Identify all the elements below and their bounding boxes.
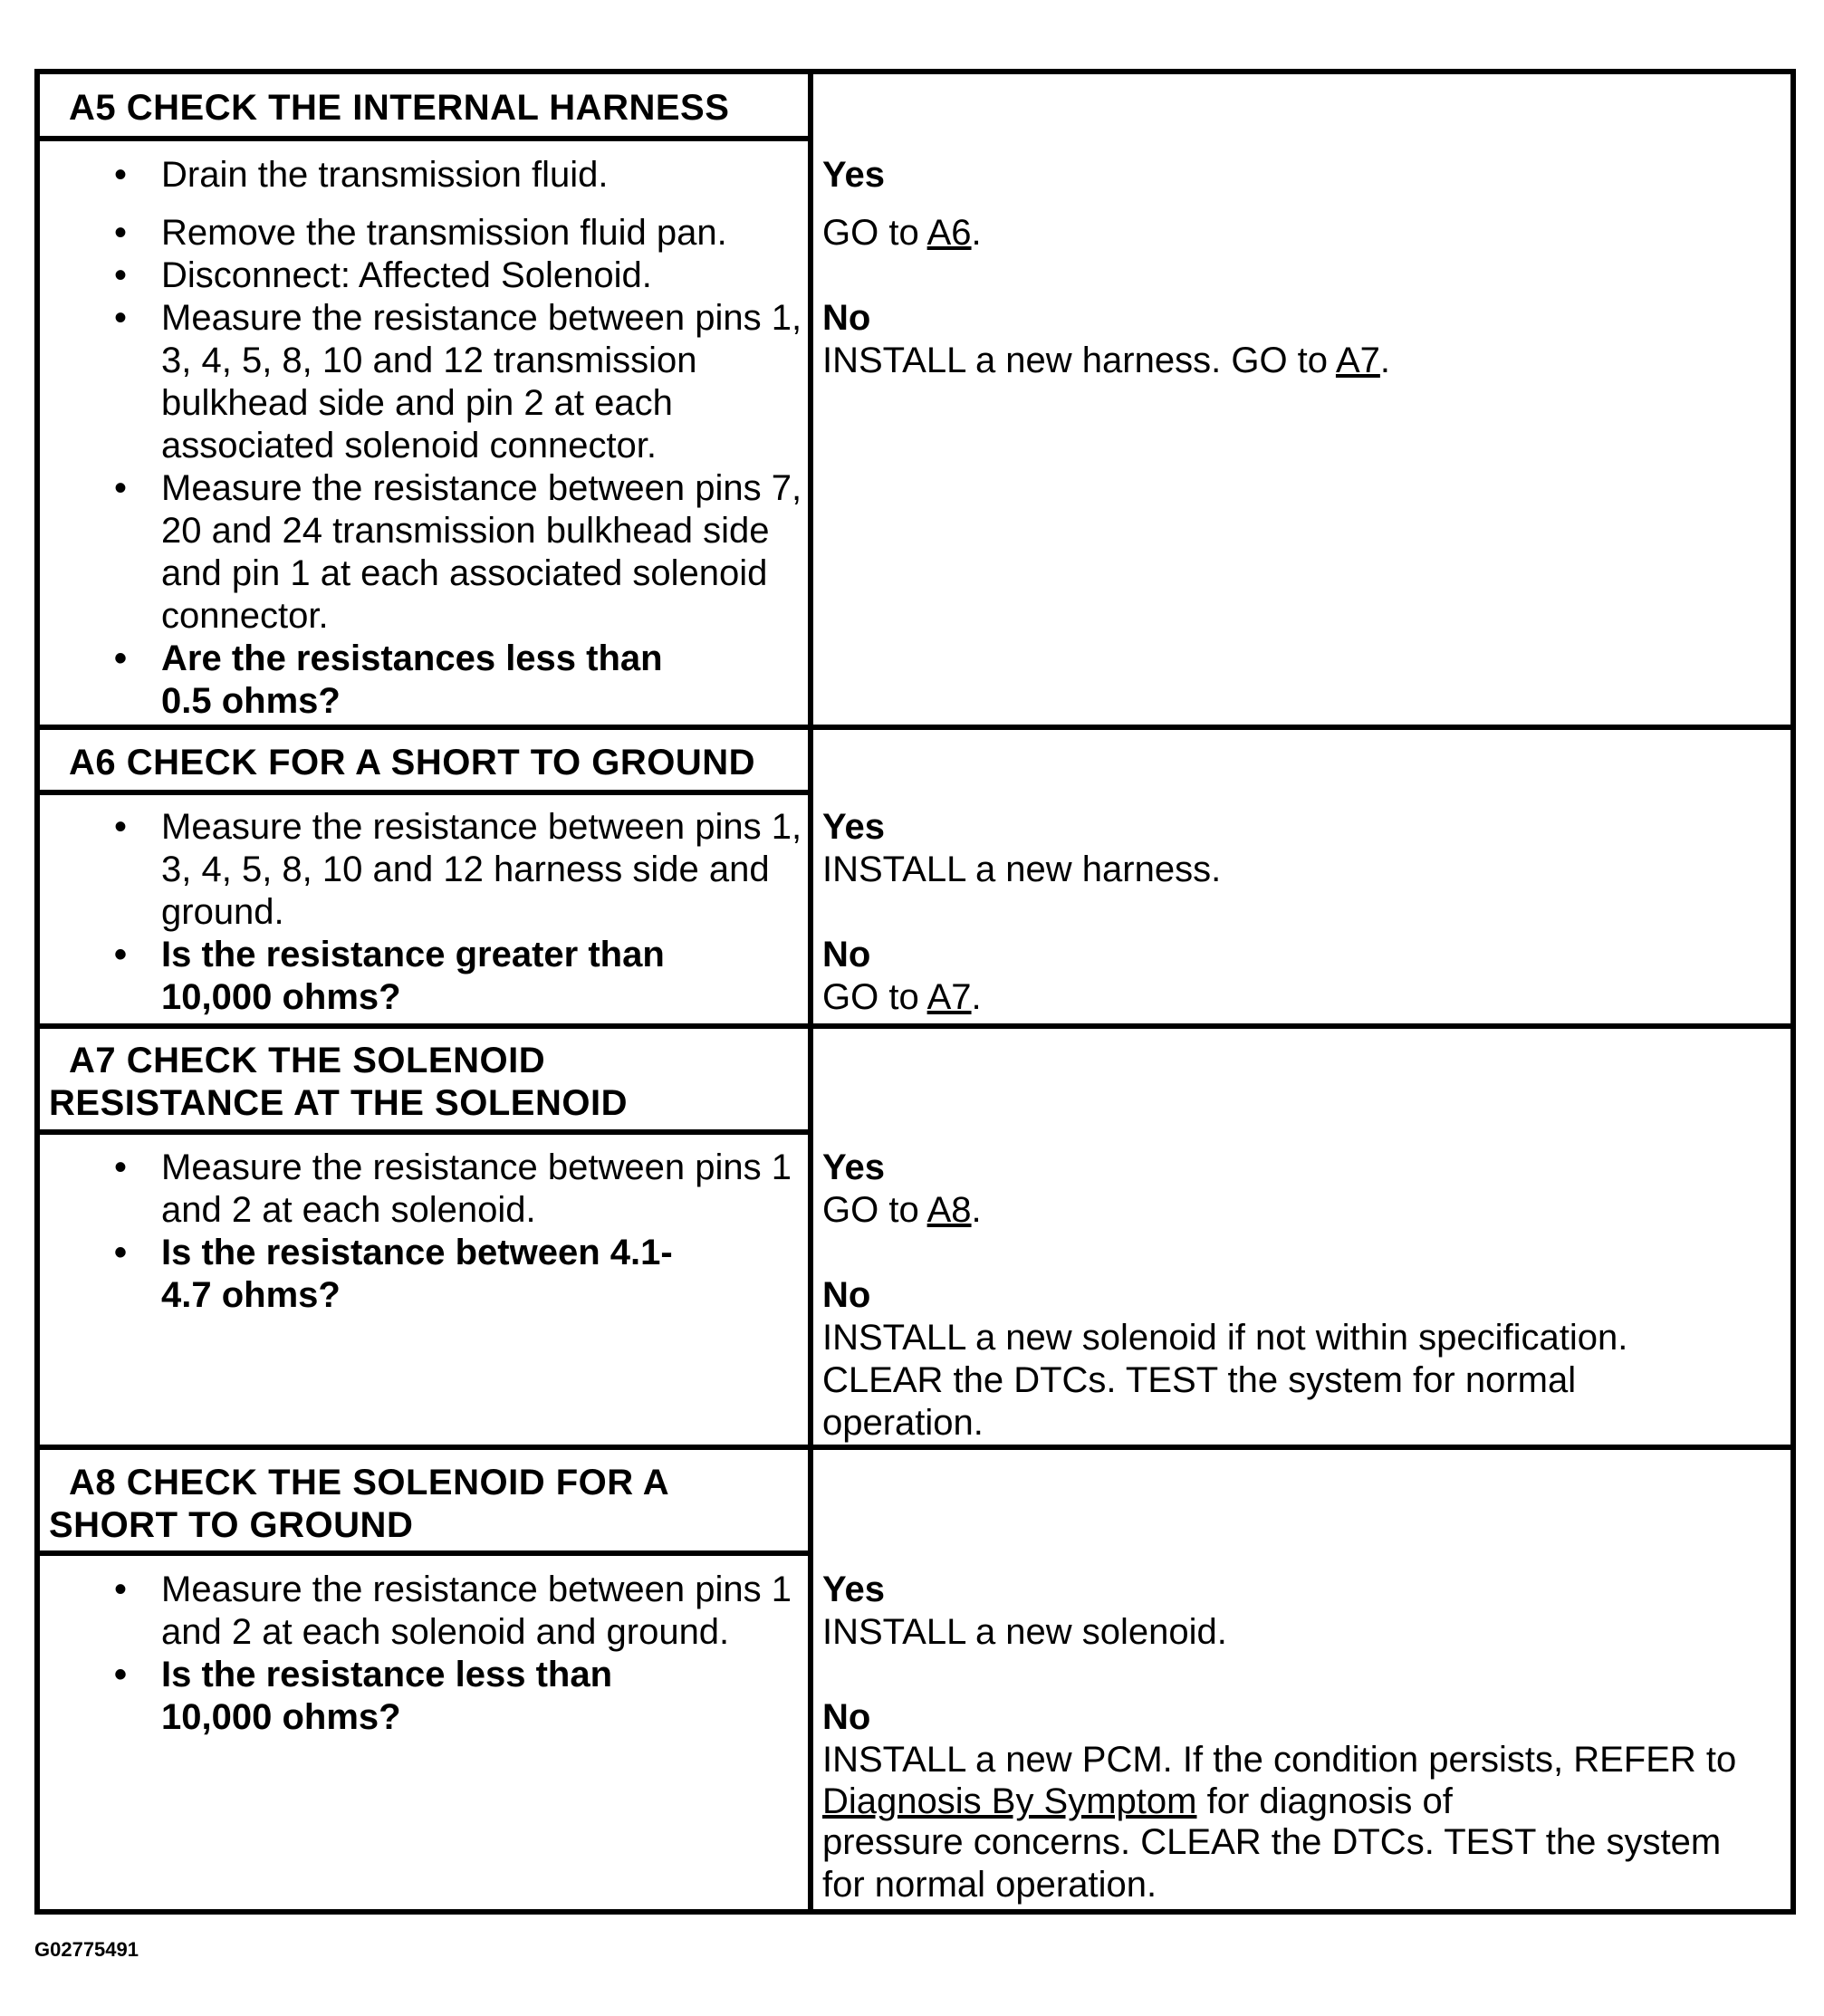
no-text: [822, 976, 1773, 1019]
question-item: • Is the resistance between 4.1-4.7 ohms?: [114, 1232, 723, 1317]
section-a7-title: [49, 1040, 628, 1125]
link-a8[interactable]: A8: [926, 1190, 972, 1230]
yes-text-prefix: GO to: [822, 1190, 927, 1230]
section-separator: [40, 725, 1790, 730]
figure-id: G02775491: [34, 1938, 139, 1961]
title-underline: [40, 136, 808, 141]
question-item: • Are the resistances less than 0.5 ohms?: [114, 638, 723, 723]
section-a8-answers: [822, 1569, 1782, 1906]
section-a7-steps: [114, 1147, 811, 1317]
yes-text-prefix: GO to: [822, 213, 927, 253]
section-a5-title: A5 CHECK THE INTERNAL HARNESS: [69, 88, 730, 128]
step-item: • Measure the resistance between pins 7, 20 and 24 transmission bulkhead side and pin 1 at each associated solenoid connector.: [114, 467, 811, 638]
step-item: • Drain the transmission fluid.: [114, 154, 811, 197]
title-line-2: RESISTANCE AT THE SOLENOID: [49, 1083, 628, 1123]
step-item: • Measure the resistance between pins 1 and 2 at each solenoid.: [114, 1147, 811, 1232]
question-item: • Is the resistance less than 10,000 ohms?: [114, 1654, 723, 1739]
title-underline: [40, 790, 808, 795]
title-line-2: SHORT TO GROUND: [49, 1505, 414, 1545]
section-a5-answers: [822, 154, 1773, 382]
title-line-1: A7 CHECK THE SOLENOID: [69, 1041, 546, 1080]
no-text-suffix: .: [971, 977, 982, 1017]
yes-label: Yes: [822, 807, 885, 847]
no-text: INSTALL a new solenoid if not within specification. CLEAR the DTCs. TEST the system for normal operation.: [822, 1318, 1628, 1443]
section-a6-steps: [114, 806, 811, 1019]
no-text-tail: pressure concerns. CLEAR the DTCs. TEST the system for normal operation.: [822, 1822, 1722, 1905]
step-item: • Measure the resistance between pins 1 and 2 at each solenoid and ground.: [114, 1569, 821, 1654]
section-a7-answers: [822, 1147, 1773, 1445]
section-separator: [40, 1445, 1790, 1450]
section-separator: [40, 1023, 1790, 1029]
link-a7[interactable]: A7: [926, 977, 972, 1017]
no-text: [822, 340, 1773, 382]
yes-text: INSTALL a new harness.: [822, 850, 1222, 889]
title-underline: [40, 1550, 808, 1556]
no-text-suffix: .: [1379, 341, 1390, 380]
no-text-prefix: GO to: [822, 977, 927, 1017]
step-item: • Remove the transmission fluid pan.: [114, 212, 811, 254]
yes-text: [822, 212, 1773, 254]
section-a5-steps: [114, 154, 811, 723]
no-text-suffix: for diagnosis of: [1196, 1781, 1453, 1821]
section-a8-title: [49, 1462, 669, 1547]
section-a6-answers: [822, 806, 1773, 1019]
step-item: • Measure the resistance between pins 1, 3, 4, 5, 8, 10 and 12 transmission bulkhead side and pin 2 at each associated solenoid connector.: [114, 297, 811, 467]
section-a8-steps: [114, 1569, 821, 1739]
no-text-line-2: [822, 1781, 1782, 1821]
question-item: • Is the resistance greater than 10,000 ohms?: [114, 934, 723, 1019]
no-label: No: [822, 1275, 871, 1315]
title-line-1: A8 CHECK THE SOLENOID FOR A: [69, 1463, 670, 1502]
step-item: • Disconnect: Affected Solenoid.: [114, 254, 811, 297]
section-a6-title: A6 CHECK FOR A SHORT TO GROUND: [69, 743, 755, 782]
link-a6[interactable]: A6: [926, 213, 972, 253]
no-label: No: [822, 298, 871, 338]
no-text-line-1: INSTALL a new PCM. If the condition persists, REFER to: [822, 1740, 1737, 1780]
yes-label: Yes: [822, 155, 885, 195]
yes-text: INSTALL a new solenoid.: [822, 1612, 1227, 1652]
no-label: No: [822, 935, 871, 974]
no-label: No: [822, 1697, 871, 1737]
title-underline: [40, 1129, 808, 1135]
yes-text: [822, 1189, 1773, 1232]
diagnostic-table: [34, 69, 1796, 1915]
link-a7[interactable]: A7: [1335, 341, 1380, 380]
yes-text-suffix: .: [971, 1190, 982, 1230]
yes-text-suffix: .: [971, 213, 982, 253]
step-item: • Measure the resistance between pins 1, 3, 4, 5, 8, 10 and 12 harness side and ground.: [114, 806, 811, 934]
yes-label: Yes: [822, 1147, 885, 1187]
no-text-prefix: INSTALL a new harness. GO to: [822, 341, 1336, 380]
link-diagnosis-by-symptom[interactable]: Diagnosis By Symptom: [822, 1781, 1197, 1821]
yes-label: Yes: [822, 1570, 885, 1609]
